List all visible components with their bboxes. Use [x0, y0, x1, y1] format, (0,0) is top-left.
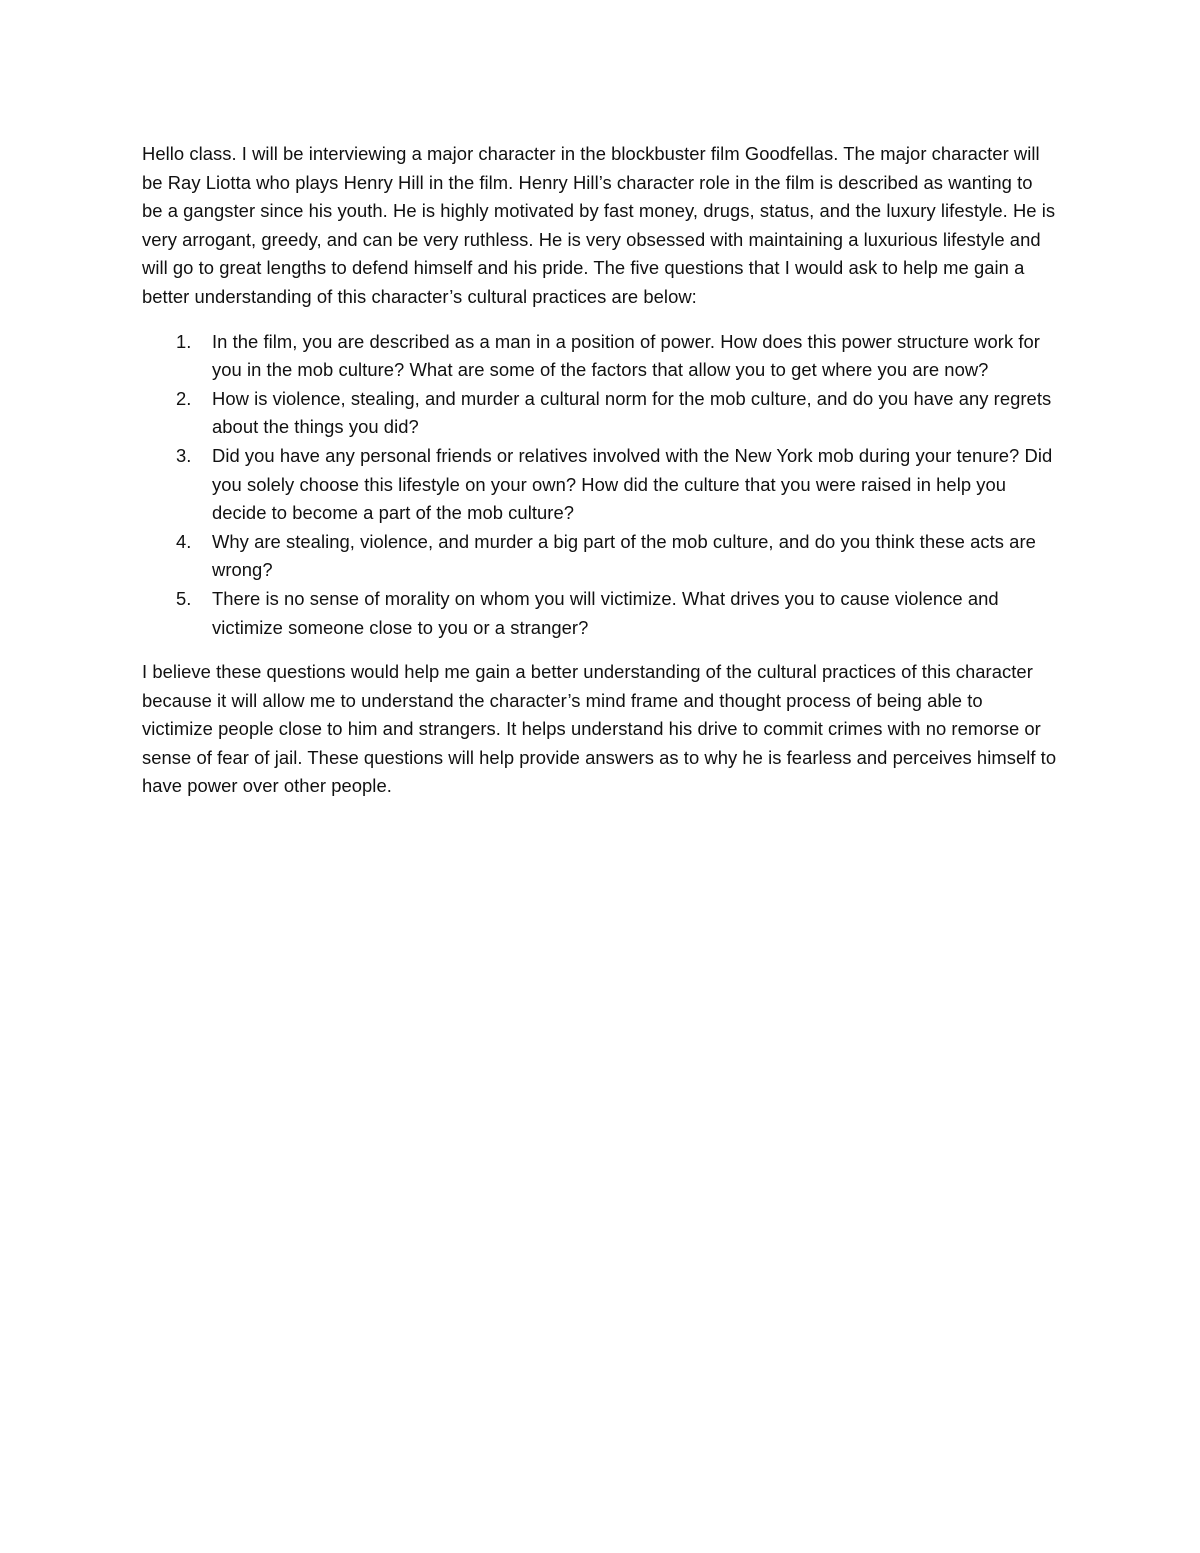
list-item-text: Did you have any personal friends or relatives involved with the New York mob during your tenure? Did you solely choose this lifestyle on your own? How did the culture that you were raised in help you decide to become a part of the mob culture?	[212, 444, 1053, 524]
list-item	[142, 528, 1058, 585]
list-item-text: How is violence, stealing, and murder a cultural norm for the mob culture, and do you have any regrets about the things you did?	[212, 387, 1052, 438]
list-item-number: 3.	[176, 444, 192, 466]
list-item	[142, 385, 1058, 442]
list-item	[142, 442, 1058, 528]
conclusion-paragraph: I believe these questions would help me gain a better understanding of the cultural practices of this character because it will allow me to understand the character’s mind frame and thought process of being able to victimize people close to him and strangers. It helps understand his drive to commit crimes with no remorse or sense of fear of jail. These questions will help provide answers as to why he is fearless and perceives himself to have power over other people.	[142, 661, 1057, 797]
intro-paragraph: Hello class. I will be interviewing a major character in the blockbuster film Goodfellas. The major character will be Ray Liotta who plays Henry Hill in the film. Henry Hill’s character role in the film is described as wanting to be a gangster since his youth. He is highly motivated by fast money, drugs, status, and the luxury lifestyle. He is very arrogant, greedy, and can be very ruthless. He is very obsessed with maintaining a luxurious lifestyle and will go to great lengths to defend himself and his pride. The five questions that I would ask to help me gain a better understanding of this character’s cultural practices are below:	[142, 143, 1056, 307]
list-item	[142, 585, 1058, 642]
list-item-text: Why are stealing, violence, and murder a big part of the mob culture, and do you think these acts are wrong?	[212, 530, 1036, 581]
list-item-text: In the film, you are described as a man in a position of power. How does this power structure work for you in the mob culture? What are some of the factors that allow you to get where you are now?	[212, 330, 1040, 381]
questions-list	[142, 328, 1058, 643]
list-item-number: 5.	[176, 587, 192, 609]
list-item	[142, 328, 1058, 385]
document-body	[142, 140, 1058, 801]
list-item-number: 2.	[176, 387, 192, 409]
list-item-text: There is no sense of morality on whom you will victimize. What drives you to cause violence and victimize someone close to you or a stranger?	[212, 587, 999, 638]
list-item-number: 4.	[176, 530, 192, 552]
list-item-number: 1.	[176, 330, 192, 352]
